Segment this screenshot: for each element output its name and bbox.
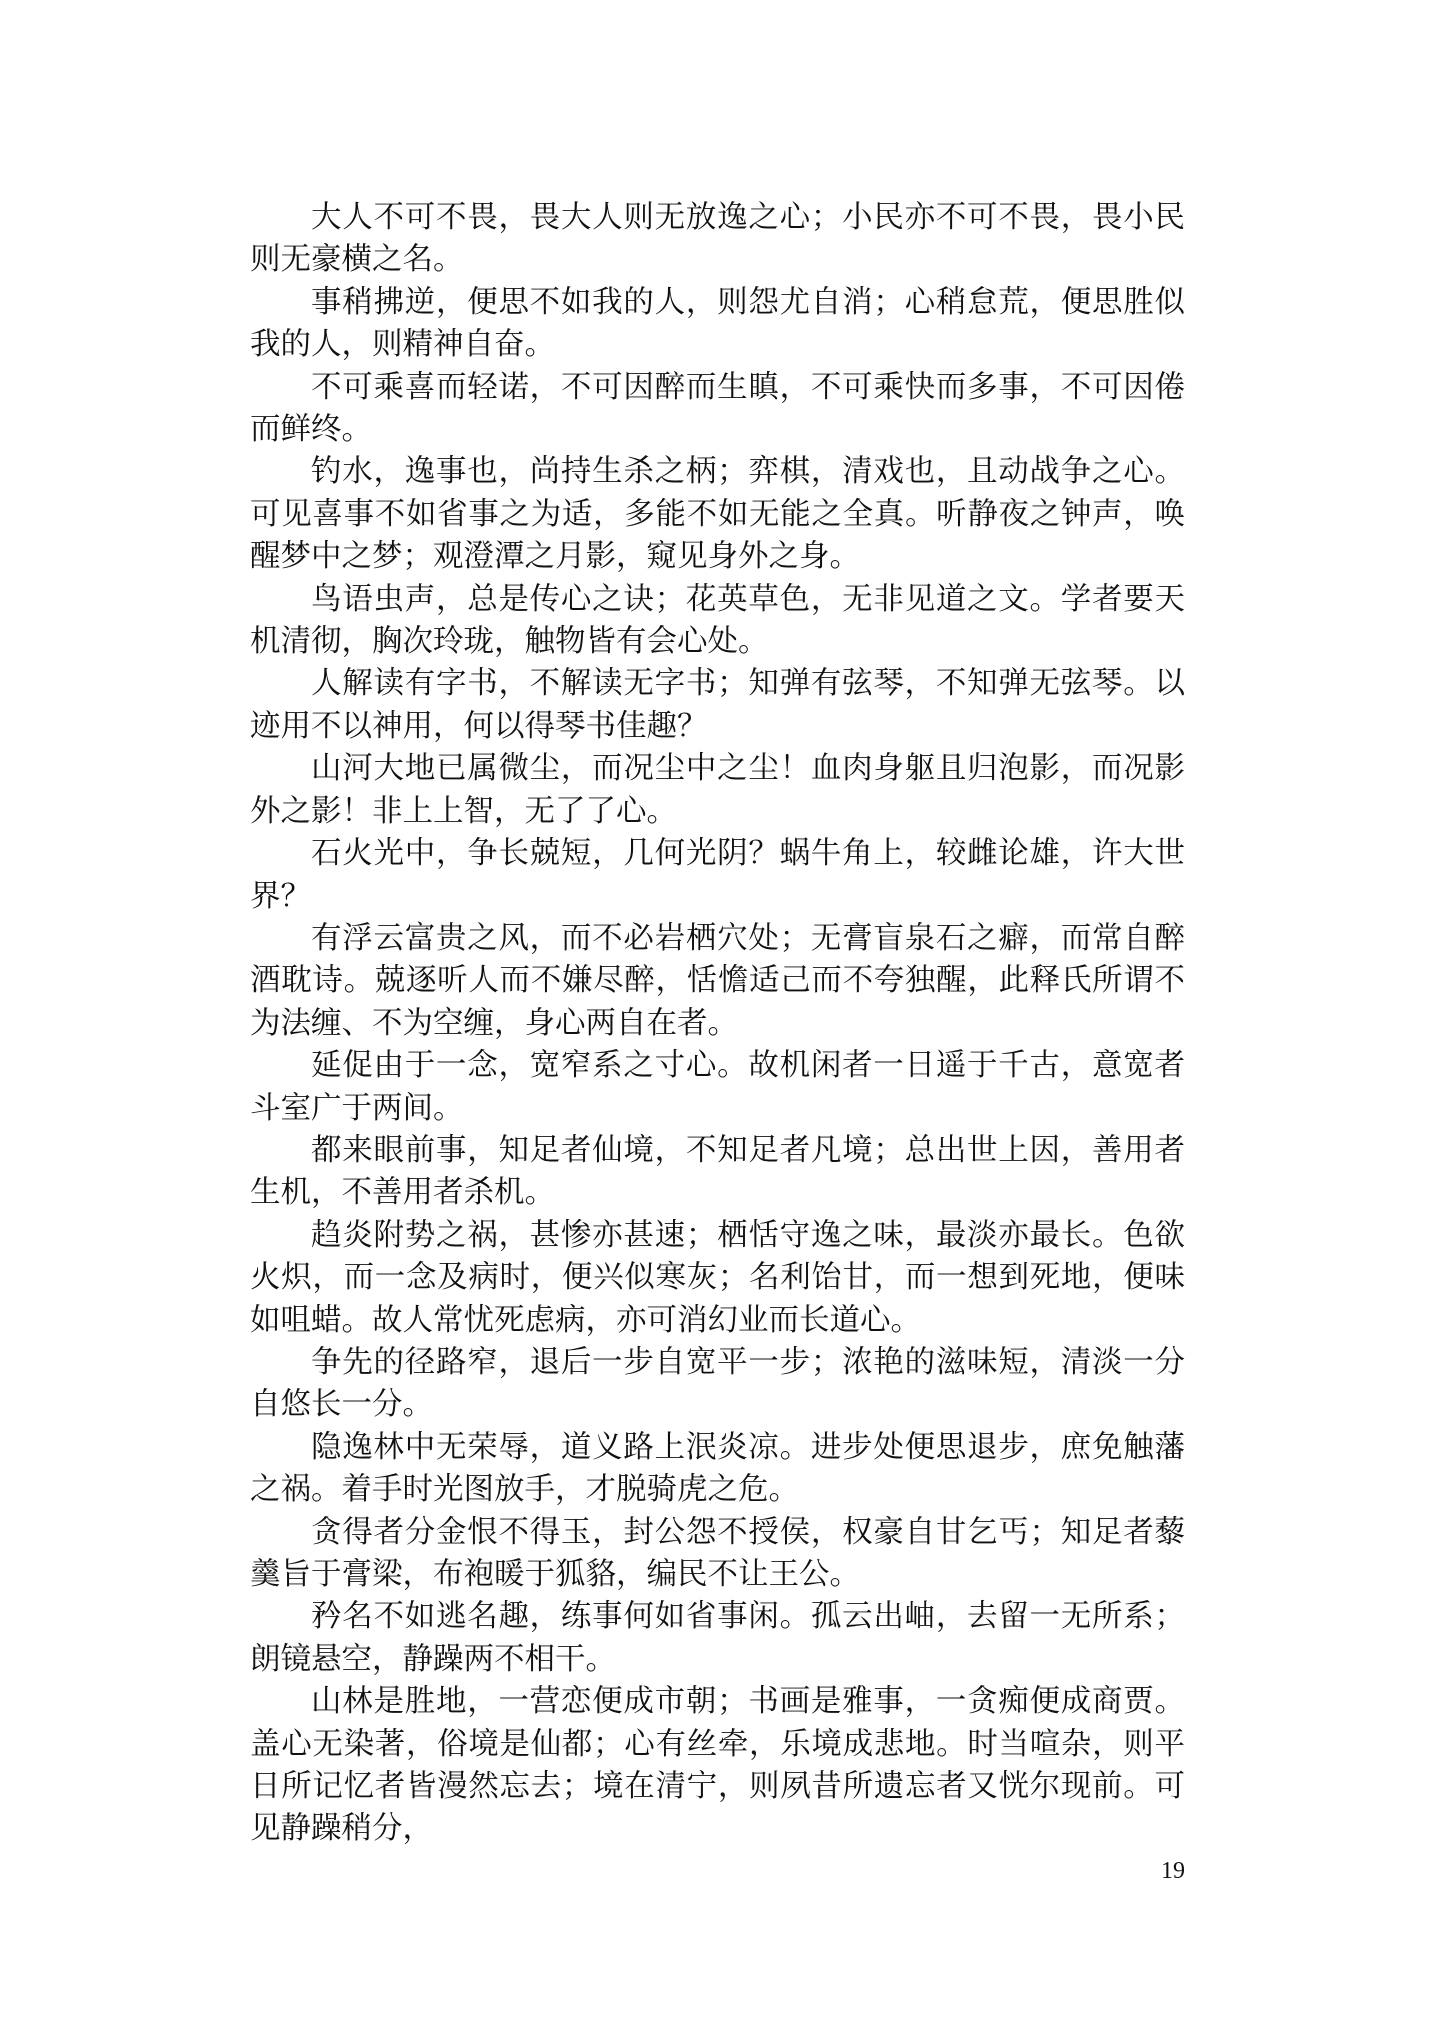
paragraph: 都来眼前事，知足者仙境，不知足者凡境；总出世上因，善用者生机，不善用者杀机。 <box>250 1132 1185 1211</box>
paragraph: 山林是胜地，一营恋便成市朝；书画是雅事，一贪痴便成商贾。盖心无染著，俗境是仙都；心有丝牵，乐境成悲地。时当喧杂，则平日所记忆者皆漫然忘去；境在清宁，则夙昔所遗忘者又恍尔现前。可见静躁稍分， <box>250 1684 1185 1847</box>
paragraph: 大人不可不畏，畏大人则无放逸之心；小民亦不可不畏，畏小民则无豪横之名。 <box>250 200 1185 278</box>
paragraph: 钓水，逸事也，尚持生杀之柄；弈棋，清戏也，且动战争之心。可见喜事不如省事之为适，多能不如无能之全真。听静夜之钟声，唤醒梦中之梦；观澄潭之月影，窥见身外之身。 <box>250 454 1185 575</box>
paragraph: 事稍拂逆，便思不如我的人，则怨尤自消；心稍怠荒，便思胜似我的人，则精神自奋。 <box>250 284 1185 363</box>
paragraph: 争先的径路窄，退后一步自宽平一步；浓艳的滋味短，清淡一分自悠长一分。 <box>250 1344 1185 1423</box>
paragraph: 延促由于一念，宽窄系之寸心。故机闲者一日遥于千古，意宽者斗室广于两间。 <box>250 1048 1185 1126</box>
paragraph: 隐逸林中无荣辱，道义路上泯炎凉。进步处便思退步，庶免触藩之祸。着手时光图放手，才脱骑虎之危。 <box>250 1429 1185 1508</box>
body-text <box>250 197 1185 1851</box>
paragraph: 鸟语虫声，总是传心之诀；花英草色，无非见道之文。学者要天机清彻，胸次玲珑，触物皆有会心处。 <box>250 581 1185 660</box>
paragraph: 矜名不如逃名趣，练事何如省事闲。孤云出岫，去留一无所系；朗镜悬空，静躁两不相干。 <box>250 1599 1185 1677</box>
paragraph: 石火光中，争长兢短，几何光阴？蜗牛角上，较雌论雄，许大世界？ <box>250 836 1185 914</box>
paragraph: 人解读有字书，不解读无字书；知弹有弦琴，不知弹无弦琴。以迹用不以神用，何以得琴书佳趣？ <box>250 666 1185 744</box>
paragraph: 趋炎附势之祸，甚惨亦甚速；栖恬守逸之味，最淡亦最长。色欲火炽，而一念及病时，便兴似寒灰；名利饴甘，而一想到死地，便味如咀蜡。故人常忧死虑病，亦可消幻业而长道心。 <box>250 1217 1185 1338</box>
paragraph: 不可乘喜而轻诺，不可因醉而生瞋，不可乘快而多事，不可因倦而鲜终。 <box>250 369 1185 448</box>
page-number: 19 <box>1161 1858 1185 1884</box>
paragraph: 山河大地已属微尘，而况尘中之尘！血肉身躯且归泡影，而况影外之影！非上上智，无了了心。 <box>250 751 1185 829</box>
paragraph: 有浮云富贵之风，而不必岩栖穴处；无膏盲泉石之癖，而常自醉酒耽诗。兢逐听人而不嫌尽醉，恬憺适己而不夸独醒，此释氏所谓不为法缠、不为空缠，身心两自在者。 <box>250 920 1185 1041</box>
paragraph: 贪得者分金恨不得玉，封公怨不授侯，权豪自甘乞丐；知足者藜羹旨于膏梁，布袍暖于狐貉，编民不让王公。 <box>250 1514 1185 1592</box>
